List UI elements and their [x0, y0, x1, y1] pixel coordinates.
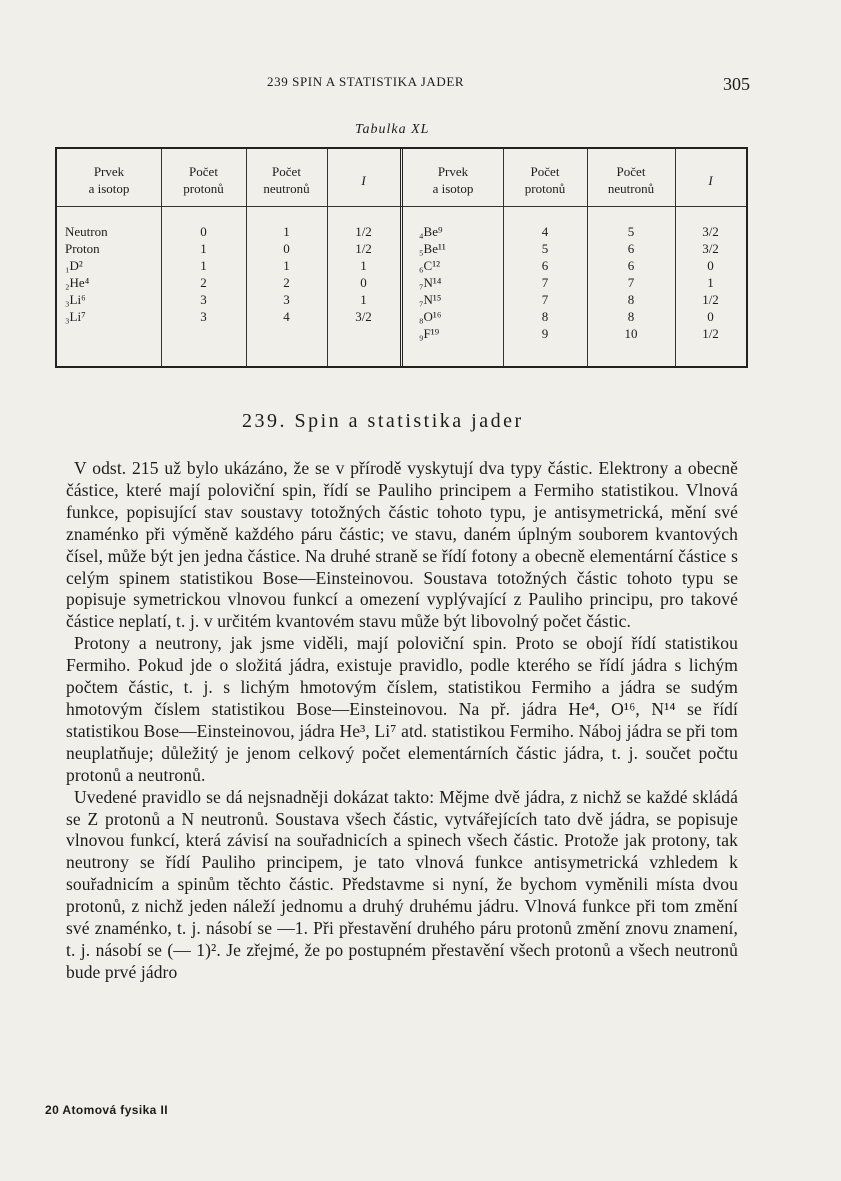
- protons-cell: 1: [200, 258, 207, 273]
- signature-mark: 20 Atomová fysika II: [45, 1103, 168, 1117]
- isotope-cell: Neutron: [65, 224, 108, 239]
- protons-cell: 3: [200, 292, 207, 307]
- isotope-cell: ₁D²: [65, 258, 83, 273]
- isotope-cell: ₅Be¹¹: [419, 241, 446, 256]
- section-heading: 239. Spin a statistika jader: [242, 410, 524, 432]
- isotope-cell: ₉F¹⁹: [419, 326, 440, 341]
- left-spin-column: [327, 223, 400, 325]
- right-protons-column: [503, 223, 587, 342]
- section-body: [66, 458, 738, 984]
- isotope-cell: ₄Be⁹: [419, 224, 443, 239]
- spin-cell: 0: [360, 275, 367, 290]
- page-number: 305: [723, 74, 750, 94]
- protons-cell: 8: [541, 309, 549, 324]
- spin-cell: 0: [707, 258, 714, 273]
- right-neutrons-column: [587, 223, 675, 342]
- running-head: 239 SPIN A STATISTIKA JADER: [267, 74, 465, 89]
- paragraph: V odst. 215 už bylo ukázáno, že se v přírodě vyskytují dva typy částic. Elektrony a obecně částice, které mají poloviční spin, řídí se Pauliho principem a Fermiho statistikou. Vlnová funkce, popisující stav soustavy totožných částic tohoto typu, je antisymetrická, mění své znaménko při výměně každého páru částic; ve stavu, daném úplným souborem kvantových čísel, může být jen jedna částice. Na druhé straně se řídí fotony a obecně elementární částice s celým spinem statistikou Bose—Einsteinovou. Soustava totožných částic tohoto typu se popisuje symetrickou vlnovou funkcí a omezení vyplývající z Pauliho principu, pro takové částice neplatí, t. j. v určitém kvantovém stavu může být libovolný počet částic.: [66, 458, 738, 632]
- left-protons-column: [161, 223, 246, 325]
- header-proton-count: Počet protonů: [524, 164, 566, 196]
- neutrons-cell: 3: [283, 292, 290, 307]
- isotope-cell: ₃Li⁶: [65, 292, 86, 307]
- neutrons-cell: 4: [283, 309, 290, 324]
- spin-cell: 1/2: [702, 292, 719, 307]
- neutrons-cell: 5: [627, 224, 635, 239]
- protons-cell: 5: [541, 241, 549, 256]
- protons-cell: 1: [200, 241, 207, 256]
- left-isotope-column: [65, 223, 161, 325]
- header-neutron-count: Počet neutronů: [607, 164, 655, 196]
- spin-cell: 1/2: [355, 224, 372, 239]
- table-caption: Tabulka XL: [355, 122, 430, 137]
- protons-cell: 2: [200, 275, 207, 290]
- neutrons-cell: 6: [627, 241, 635, 256]
- neutrons-cell: 2: [283, 275, 290, 290]
- header-element-isotope: Prvek a isotop: [88, 164, 130, 196]
- isotope-cell: ₂He⁴: [65, 275, 90, 290]
- protons-cell: 7: [541, 275, 549, 290]
- protons-cell: 4: [541, 224, 549, 239]
- protons-cell: 6: [541, 258, 549, 273]
- paragraph: Uvedené pravidlo se dá nejsnadněji dokázat takto: Mějme dvě jádra, z nichž se každé skládá se Z protonů a N neutronů. Soustava všech částic, vytvářejících tato dvě jádra, se popisuje vlnovou funkcí, která závisí na souřadnicích a spinech všech částic. Protože jak protony, tak neutrony se řídí Pauliho principem, je tato vlnová funkce antisymetrická vzhledem k souřadnicím a spinům těchto částic. Představme si nyní, že bychom vyměnili místa dvou protonů, z nichž jeden náleží jednomu a druhý druhému jádru. Vlnová funkce při tom změní své znaménko, t. j. násobí se —1. Při přestavění druhého páru protonů změní znovu znamení, t. j. násobí se (— 1)². Je zřejmé, že po postupném přestavění všech protonů a všech neutronů bude prvé jádro: [66, 786, 738, 982]
- neutrons-cell: 1: [283, 224, 290, 239]
- isotope-cell: ₃Li⁷: [65, 309, 86, 324]
- neutrons-cell: 8: [627, 309, 635, 324]
- spin-cell: 1: [360, 292, 367, 307]
- neutrons-cell: 6: [627, 258, 635, 273]
- isotope-cell: Proton: [65, 241, 100, 256]
- spin-cell: 3/2: [355, 309, 372, 324]
- protons-cell: 3: [200, 309, 207, 324]
- header-neutron-count: Počet neutronů: [263, 164, 310, 196]
- header-spin: I: [708, 172, 713, 188]
- protons-cell: 7: [541, 292, 549, 307]
- protons-cell: 0: [200, 224, 207, 239]
- isotope-cell: ₈O¹⁶: [419, 309, 442, 324]
- spin-cell: 1/2: [355, 241, 372, 256]
- isotope-cell: ₇N¹⁴: [419, 275, 442, 290]
- spin-cell: 1/2: [702, 326, 719, 341]
- spin-cell: 3/2: [702, 224, 719, 239]
- header-spin: I: [361, 172, 366, 188]
- spin-cell: 0: [707, 309, 714, 324]
- isotope-cell: ₆C¹²: [419, 258, 440, 273]
- spin-cell: 1: [707, 275, 714, 290]
- neutrons-cell: 0: [283, 241, 290, 256]
- spin-cell: 1: [360, 258, 367, 273]
- isotope-cell: ₇N¹⁵: [419, 292, 442, 307]
- paragraph: Protony a neutrony, jak jsme viděli, mají poloviční spin. Proto se obojí řídí statistikou Fermiho. Pokud jde o složitá jádra, existuje pravidlo, podle kterého se řídí jádra s lichým počtem částic, t. j. s lichým hmotovým číslem, statistikou Fermiho a jádra se sudým hmotovým číslem statistikou Bose—Einsteinovou. Na př. jádra He⁴, O¹⁶, N¹⁴ se řídí statistikou Bose—Einsteinovou, jádra He³, Li⁷ atd. statistikou Fermiho. Náboj jádra se při tom neuplatňuje; důležitý je jenom celkový počet elementárních částic jádra, t. j. součet počtu protonů a neutronů.: [66, 633, 738, 785]
- header-element-isotope: Prvek a isotop: [432, 164, 474, 196]
- neutrons-cell: 7: [627, 275, 635, 290]
- spin-cell: 3/2: [702, 241, 719, 256]
- right-isotope-column: [419, 223, 503, 342]
- isotope-spin-table: [55, 147, 748, 368]
- protons-cell: 9: [541, 326, 549, 341]
- neutrons-cell: 8: [627, 292, 635, 307]
- left-neutrons-column: [246, 223, 327, 325]
- right-spin-column: [675, 223, 746, 342]
- neutrons-cell: 10: [624, 326, 638, 341]
- neutrons-cell: 1: [283, 258, 290, 273]
- header-proton-count: Počet protonů: [183, 164, 224, 196]
